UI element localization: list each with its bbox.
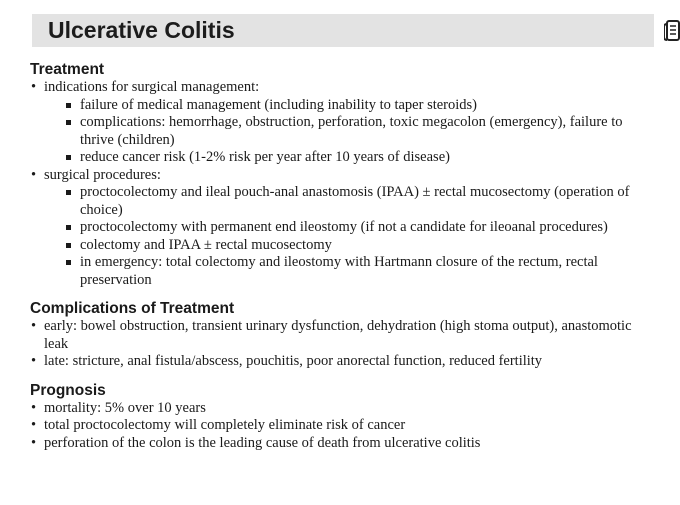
list-item	[30, 417, 658, 435]
section-heading: Complications of Treatment	[30, 300, 235, 317]
list-item-text: perforation of the colon is the leading cause of death from ulcerative colitis	[44, 434, 481, 451]
list-item	[30, 167, 658, 290]
bullet-list	[30, 318, 658, 371]
sub-list-item: in emergency: total colectomy and ileostomy with Hartmann closure of the rectum, rectal preservation	[58, 254, 658, 289]
list-item-text: late: stricture, anal fistula/abscess, pouchitis, poor anorectal function, reduced fertility	[44, 353, 543, 369]
sub-bullet-list	[44, 97, 658, 167]
sub-list-item: proctocolectomy and ileal pouch-anal anastomosis (IPAA) ± rectal mucosectomy (operation of choice)	[58, 184, 658, 219]
bullet-list	[30, 79, 658, 289]
sub-bullet-list	[44, 184, 658, 289]
sub-list-item: reduce cancer risk (1-2% risk per year after 10 years of disease)	[58, 149, 658, 167]
page-title: Ulcerative Colitis	[48, 17, 235, 43]
list-item-text: total proctocolectomy will completely eliminate risk of cancer	[44, 417, 406, 433]
list-item	[30, 318, 658, 353]
section-heading: Treatment	[30, 61, 105, 78]
list-item-text: early: bowel obstruction, transient urinary dysfunction, dehydration (high stoma output), anastomotic leak	[44, 318, 632, 352]
list-item	[30, 400, 658, 418]
list-item	[30, 353, 658, 371]
sub-list-item: failure of medical management (including inability to taper steroids)	[58, 97, 658, 115]
sub-list-item: complications: hemorrhage, obstruction, perforation, toxic megacolon (emergency), failure to thrive (children)	[58, 114, 658, 149]
book-page-icon	[664, 19, 680, 43]
document-body	[30, 60, 658, 452]
section	[30, 60, 658, 289]
list-item	[30, 435, 658, 453]
section-heading: Prognosis	[30, 381, 106, 399]
list-item-text: mortality: 5% over 10 years	[44, 399, 206, 416]
sub-list-item: colectomy and IPAA ± rectal mucosectomy	[58, 237, 658, 255]
bullet-list	[30, 400, 658, 453]
list-item-text: surgical procedures:	[44, 166, 161, 183]
list-item-text: indications for surgical management:	[44, 79, 260, 95]
section	[30, 299, 658, 371]
section	[30, 381, 658, 453]
list-item	[30, 79, 658, 167]
title-bar	[32, 14, 654, 47]
sub-list-item: proctocolectomy with permanent end ileostomy (if not a candidate for ileoanal procedures)	[58, 219, 658, 237]
